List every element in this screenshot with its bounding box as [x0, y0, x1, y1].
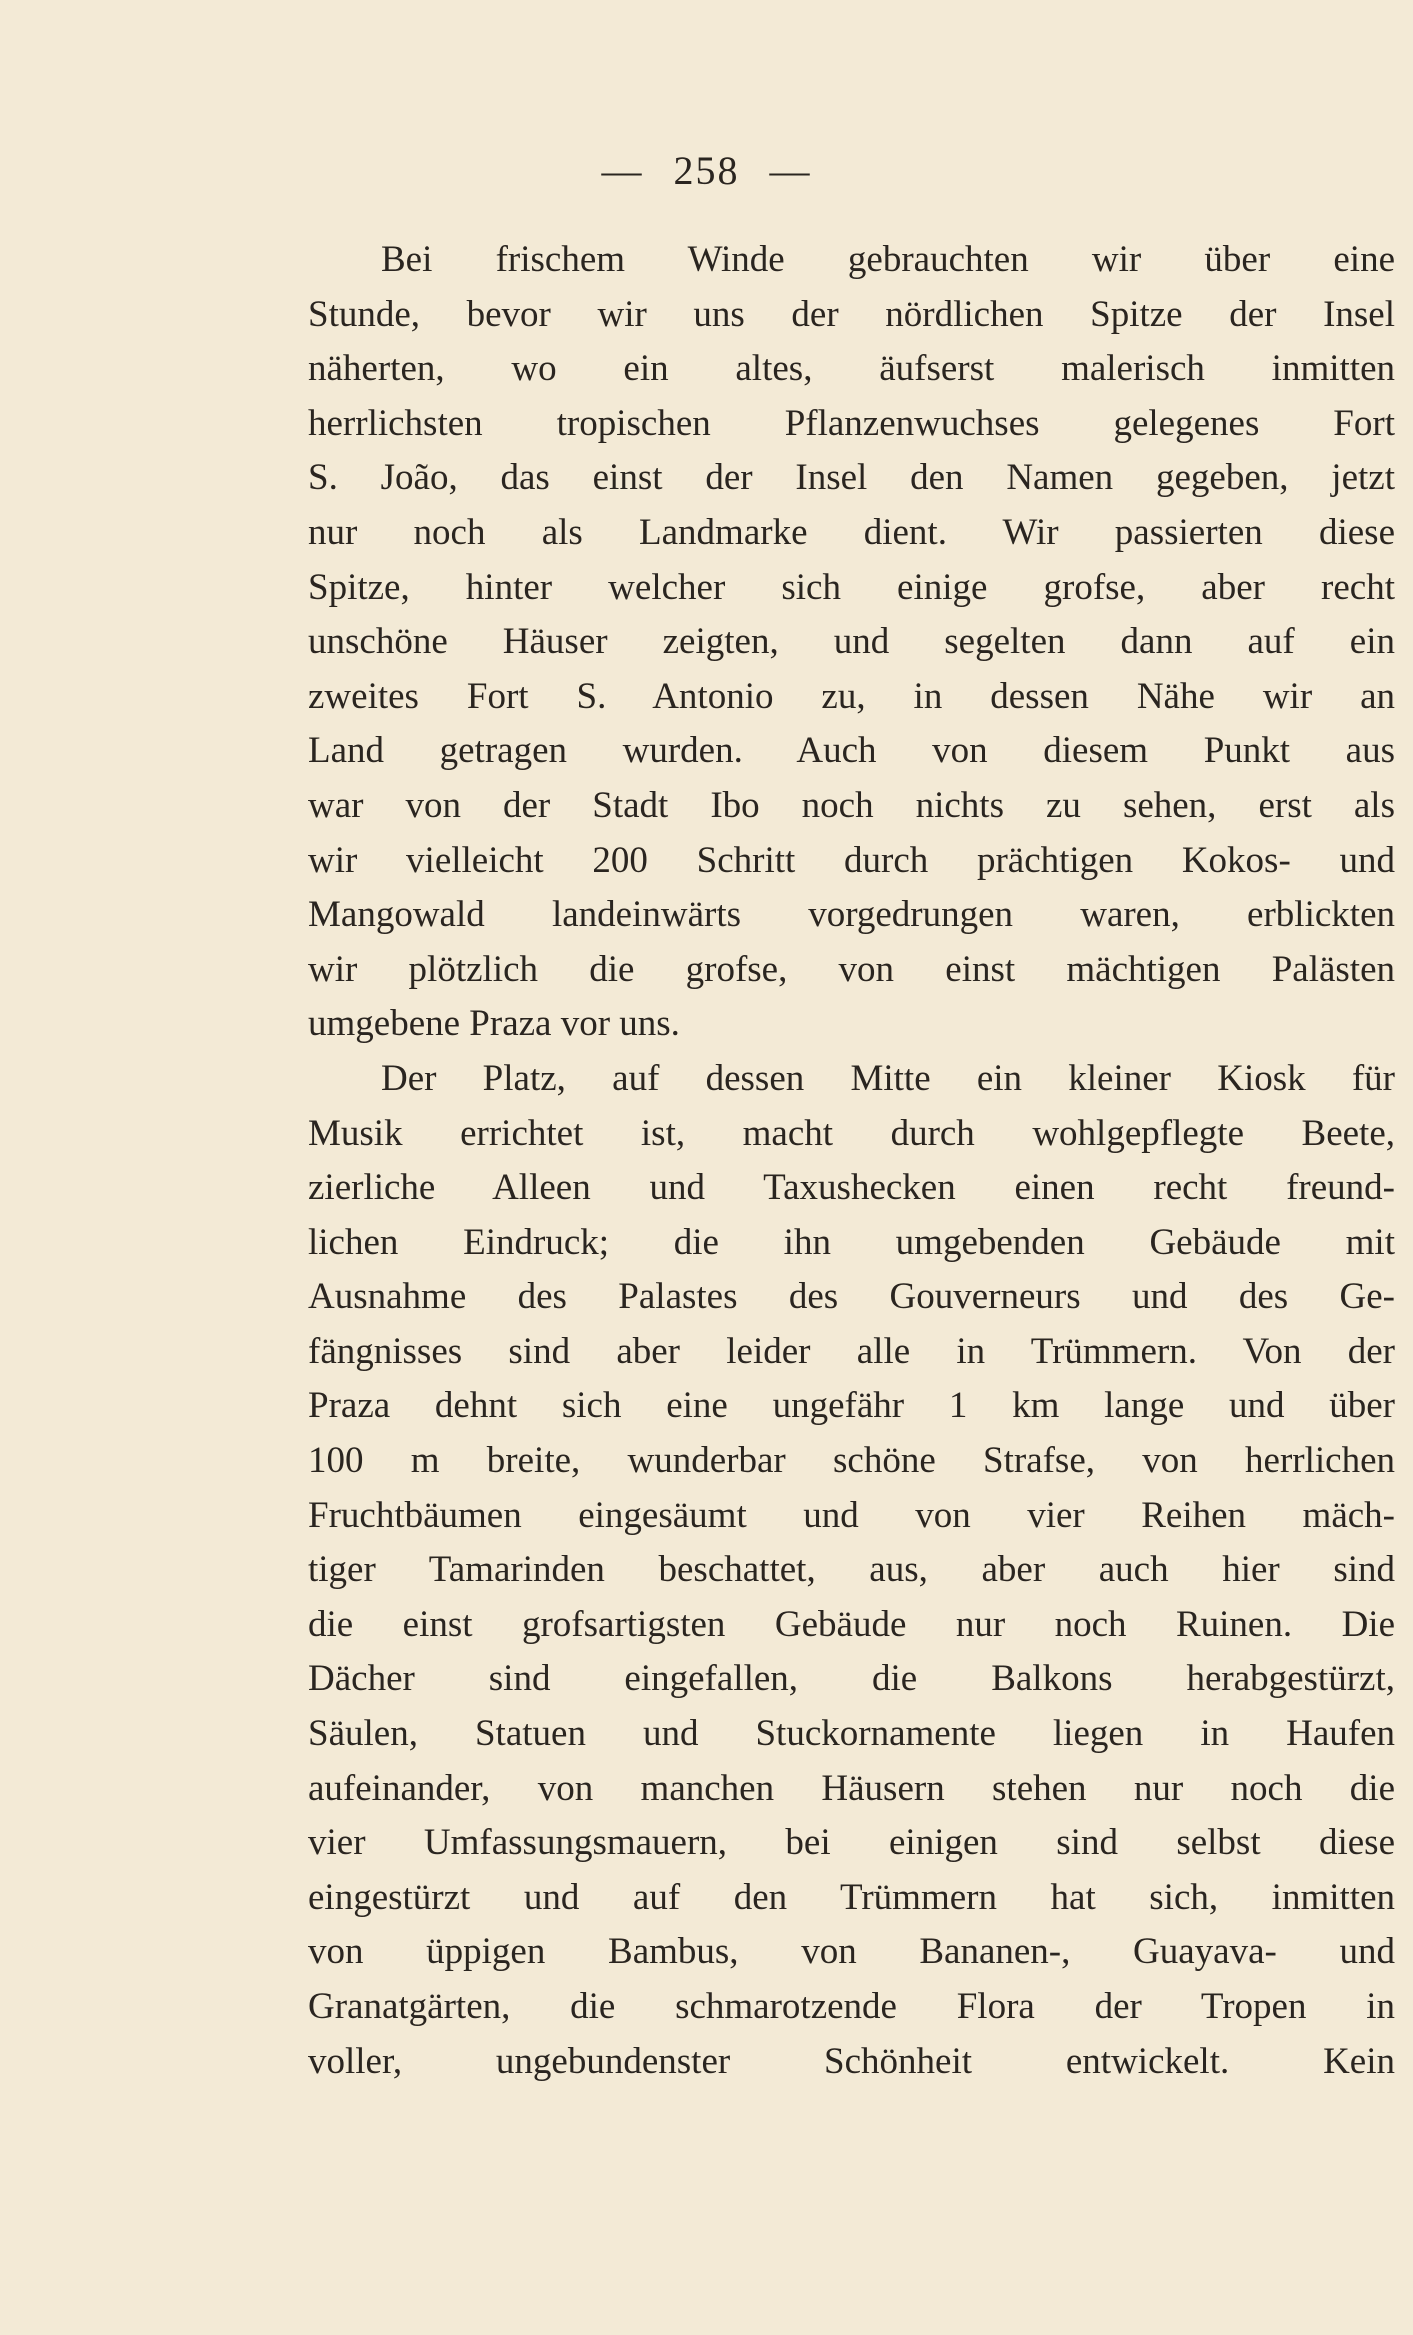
- text-line: Praza dehnt sich eine ungefähr 1 km lange und über: [308, 1385, 1395, 1427]
- text-line: Stunde, bevor wir uns der nördlichen Spitze der Insel: [308, 293, 1395, 335]
- text-line: Der Platz, auf dessen Mitte ein kleiner Kiosk für: [381, 1057, 1395, 1099]
- text-line: fängnisses sind aber leider alle in Trümmern. Von der: [308, 1330, 1395, 1372]
- text-line: Granatgärten, die schmarotzende Flora der Tropen in: [308, 1986, 1395, 2027]
- paragraph-2: [308, 1052, 1395, 2089]
- text-line: aufeinander, von manchen Häusern stehen nur noch die: [308, 1767, 1395, 1809]
- text-line: Dächer sind eingefallen, die Balkons herabgestürzt,: [308, 1658, 1395, 1700]
- text-line: eingestürzt und auf den Trümmern hat sich, inmitten: [308, 1876, 1395, 1918]
- text-line: tiger Tamarinden beschattet, aus, aber auch hier sind: [308, 1549, 1395, 1591]
- text-line: unschöne Häuser zeigten, und segelten dann auf ein: [308, 621, 1395, 663]
- text-line: Mangowald landeinwärts vorgedrungen waren, erblickten: [308, 894, 1395, 936]
- paragraph-1: [308, 233, 1395, 1052]
- text-line: voller, ungebundenster Schönheit entwickelt. Kein: [308, 2040, 1395, 2082]
- text-line: Säulen, Statuen und Stuckornamente liegen in Haufen: [308, 1713, 1395, 1755]
- text-line: wir plötzlich die grofse, von einst mächtigen Palästen: [308, 948, 1395, 990]
- text-line: Spitze, hinter welcher sich einige grofse, aber recht: [308, 566, 1395, 608]
- text-line: war von der Stadt Ibo noch nichts zu sehen, erst als: [308, 784, 1395, 826]
- text-line: Ausnahme des Palastes des Gouverneurs und des Ge-: [308, 1276, 1395, 1318]
- text-line: umgebene Praza vor uns.: [308, 1003, 680, 1045]
- text-line: Land getragen wurden. Auch von diesem Punkt aus: [308, 730, 1395, 772]
- text-line: 100 m breite, wunderbar schöne Strafse, von herrlichen: [308, 1440, 1395, 1482]
- text-line: von üppigen Bambus, von Bananen-, Guayava- und: [308, 1931, 1395, 1973]
- text-line: Musik errichtet ist, macht durch wohlgepflegte Beete,: [308, 1112, 1395, 1154]
- text-line: zierliche Alleen und Taxushecken einen recht freund-: [308, 1167, 1395, 1209]
- text-line: näherten, wo ein altes, äufserst malerisch inmitten: [308, 348, 1395, 390]
- text-line: herrlichsten tropischen Pflanzenwuchses gelegenes Fort: [308, 402, 1395, 444]
- text-line: zweites Fort S. Antonio zu, in dessen Nähe wir an: [308, 675, 1395, 717]
- text-line: Fruchtbäumen eingesäumt und von vier Reihen mäch-: [308, 1494, 1395, 1536]
- text-line: S. João, das einst der Insel den Namen gegeben, jetzt: [308, 457, 1395, 499]
- text-line: vier Umfassungsmauern, bei einigen sind selbst diese: [308, 1822, 1395, 1864]
- page-number: — 258 —: [601, 148, 812, 193]
- text-line: die einst grofsartigsten Gebäude nur noch Ruinen. Die: [308, 1603, 1395, 1645]
- text-line: lichen Eindruck; die ihn umgebenden Gebäude mit: [308, 1221, 1395, 1263]
- text-line: Bei frischem Winde gebrauchten wir über eine: [381, 239, 1395, 280]
- text-line: nur noch als Landmarke dient. Wir passierten diese: [308, 511, 1395, 553]
- text-line: wir vielleicht 200 Schritt durch prächtigen Kokos- und: [308, 839, 1395, 881]
- body-text: [308, 233, 1395, 2089]
